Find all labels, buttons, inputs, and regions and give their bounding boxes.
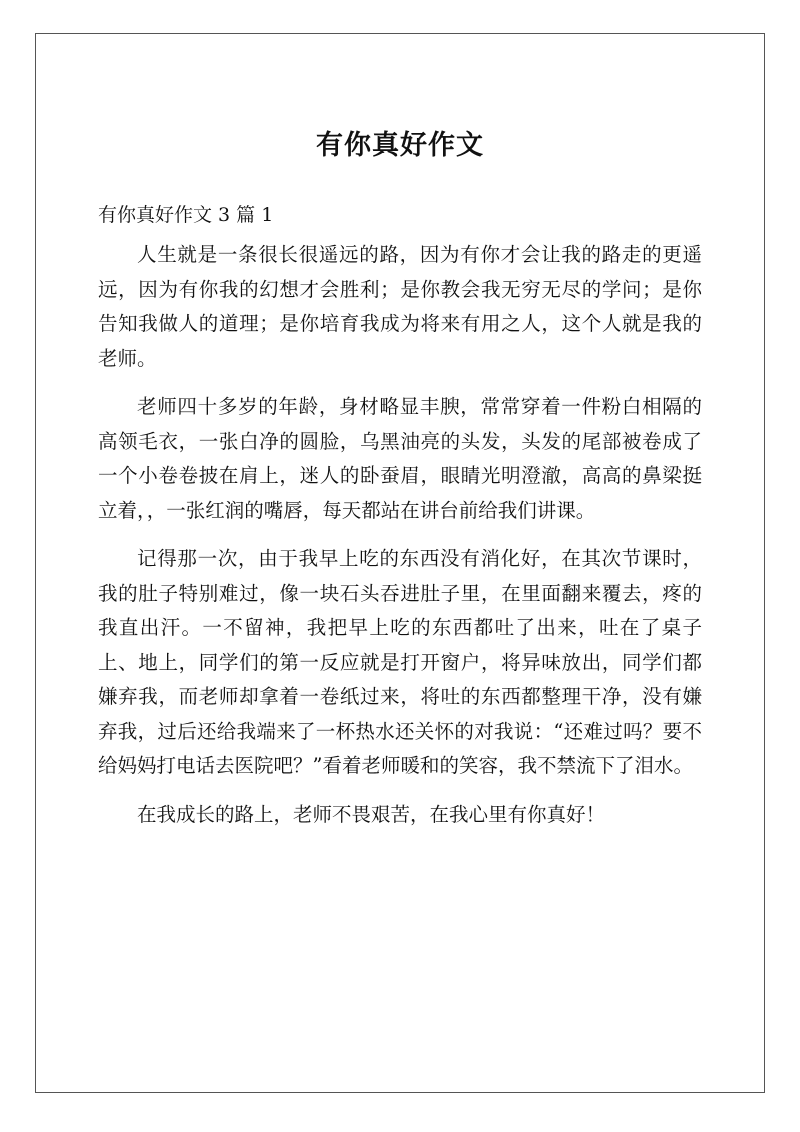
paragraph-4: 在我成长的路上，老师不畏艰苦，在我心里有你真好！ (137, 802, 606, 826)
document-title: 有你真好作文 (316, 130, 484, 161)
paragraph-3: 记得那一次，由于我早上吃的东西没有消化好，在其次节课时，我的肚子特别难过，像一块石头吞进肚子里，在里面翻来覆去，疼的我直出汗。一不留神，我把早上吃的东西都吐了出来，吐在了桌子上、地上，同学们的第一反应就是打开窗户，将异味放出，同学们都嫌弃我，而老师却拿着一卷纸过来，将吐的东西都整理干净，没有嫌弃我，过后还给我端来了一杯热水还关怀的对我说：“还难过吗？要不给妈妈打电话去医院吧？”看着老师暖和的笑容，我不禁流下了泪水。 (98, 547, 702, 777)
document-subtitle: 有你真好作文 3 篇 1 (98, 204, 274, 226)
paragraph-2: 老师四十多岁的年龄，身材略显丰腴，常常穿着一件粉白相隔的高领毛衣，一张白净的圆脸，乌黑油亮的头发，头发的尾部被卷成了一个小卷卷披在肩上，迷人的卧蚕眉，眼睛光明澄澈，高高的鼻梁挺立着，，一张红润的嘴唇，每天都站在讲台前给我们讲课。 (98, 395, 702, 522)
paragraph-1: 人生就是一条很长很遥远的路，因为有你才会让我的路走的更遥远，因为有你我的幻想才会胜利；是你教会我无穷无尽的学问；是你告知我做人的道理；是你培育我成为将来有用之人，这个人就是我的老师。 (98, 243, 702, 370)
document-body (98, 238, 702, 846)
